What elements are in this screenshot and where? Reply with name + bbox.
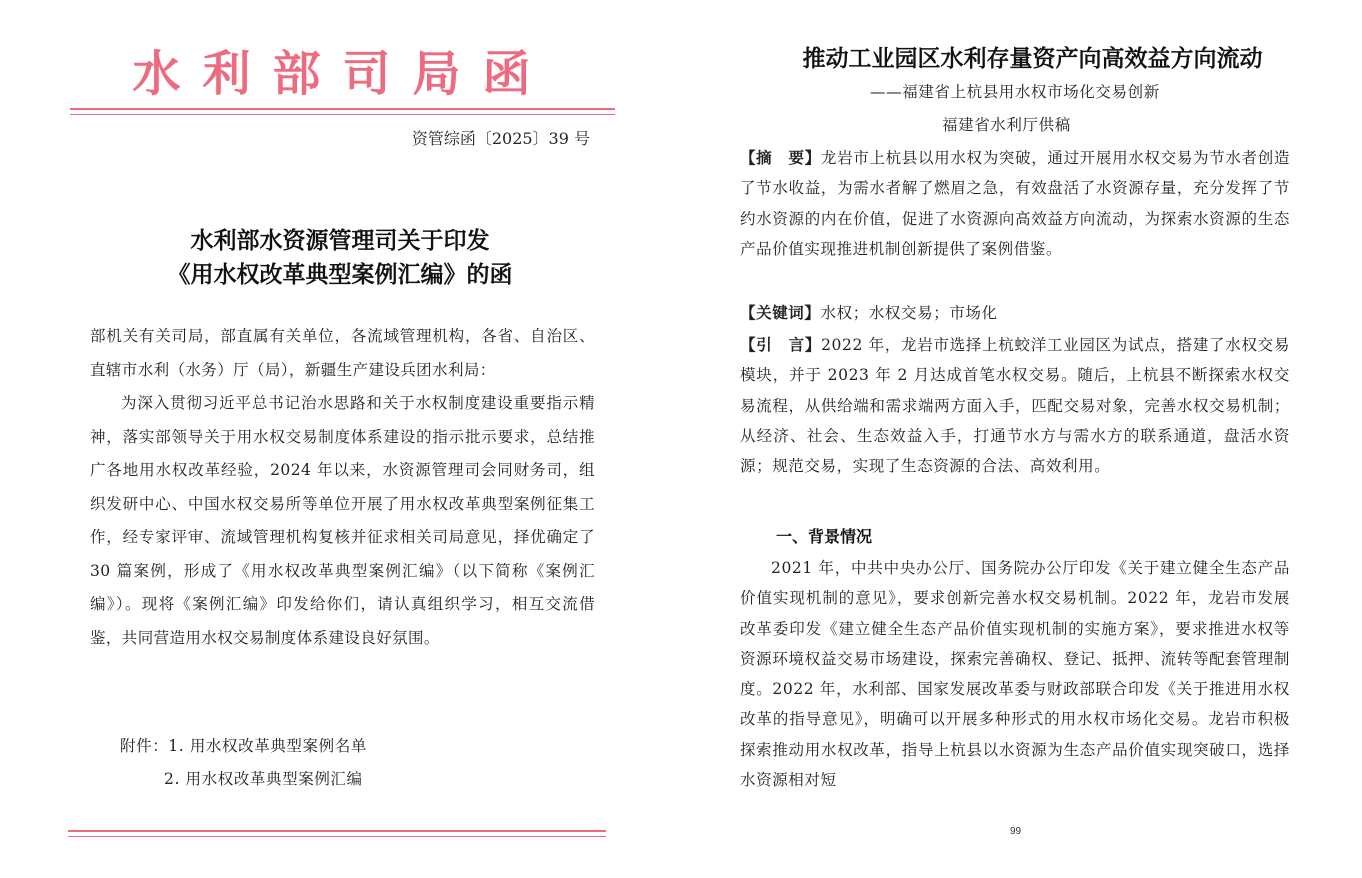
- abstract: [740, 143, 1290, 264]
- right-page: [680, 0, 1362, 878]
- footer-rule-top: [68, 830, 606, 832]
- article-subtitle: ——福建省上杭县用水权市场化交易创新: [870, 83, 1160, 101]
- section-body: 2021 年，中共中央办公厅、国务院办公厅印发《关于建立健全生态产品价值实现机制的意见》，要求创新完善水权交易机制。2022 年，龙岩市发展改革委印发《建立健全生态产品价值实现机制的实施方案》，要求推进水权等资源环境权益交易市场建设，探索完善确权、登记、抵押、流转等配套管理制度。2022 年，水利部、国家发展改革委与财政部联合印发《关于推进用水权改革的指导意见》，明确可以开展多种形式的用水权市场化交易。龙岩市积极探索推动用水权改革，指导上杭县以水资源为生态产品价值实现突破口，选择水资源相对短: [740, 559, 1290, 790]
- article-author: 福建省水利厅供稿: [942, 116, 1071, 134]
- masthead-rule-bottom: [70, 114, 615, 115]
- footer-rule-bottom: [68, 836, 606, 837]
- keywords: [740, 298, 1290, 328]
- intro-label: 【引 言】: [740, 336, 822, 354]
- page-number: 99: [1010, 826, 1022, 837]
- masthead: 水利部司局函: [132, 46, 553, 102]
- section-heading: 一、背景情况: [776, 527, 873, 546]
- intro-text: 2022 年，龙岩市选择上杭蛟洋工业园区为试点，搭建了水权交易模块，并于 2023 年 2 月达成首笔水权交易。随后，上杭县不断探索水权交易流程，从供给端和需求端两方面入手，匹配交易对象，完善水权交易机制；从经济、社会、生态效益入手，打通节水方与需水方的联系通道，盘活水资源；规范交易，实现了生态资源的合法、高效利用。: [740, 336, 1290, 476]
- doc-title-line1: 水利部水资源管理司关于印发: [190, 227, 490, 254]
- doc-number: 资管综函〔2025〕39 号: [411, 129, 590, 148]
- keywords-text: 水权；水权交易；市场化: [820, 304, 998, 322]
- masthead-rule-top: [70, 108, 615, 110]
- introduction: [740, 330, 1290, 481]
- left-page: [0, 0, 680, 878]
- article-title: 推动工业园区水利存量资产向高效益方向流动: [802, 45, 1263, 72]
- attachment-2: 2. 用水权改革典型案例汇编: [164, 770, 363, 788]
- letter-body: 为深入贯彻习近平总书记治水思路和关于水权制度建设重要指示精神，落实部领导关于用水权交易制度体系建设的指示批示要求，总结推广各地用水权改革经验，2024 年以来，水资源管理司会同财务司，组织发研中心、中国水权交易所等单位开展了用水权改革典型案例征集工作，经专家评审、流域管理机构复核并征求相关司局意见，择优确定了 30 篇案例，形成了《用水权改革典型案例汇编》（以下简称《案例汇编》）。现将《案例汇编》印发给你们，请认真组织学习，相互交流借鉴，共同营造用水权交易制度体系建设良好氛围。: [90, 394, 595, 647]
- abstract-text: 龙岩市上杭县以用水权为突破，通过开展用水权交易为节水者创造了节水收益，为需水者解了燃眉之急，有效盘活了水资源存量，充分发挥了节约水资源的内在价值，促进了水资源向高效益方向流动，为探索水资源的生态产品价值实现推进机制创新提供了案例借鉴。: [740, 149, 1290, 258]
- keywords-label: 【关键词】: [740, 304, 821, 322]
- attachment-1: 附件：1. 用水权改革典型案例名单: [120, 737, 367, 755]
- doc-title-line2: 《用水权改革典型案例汇编》的函: [167, 261, 513, 288]
- addressee: 部机关有关司局，部直属有关单位，各流域管理机构，各省、自治区、直辖市水利（水务）厅（局），新疆生产建设兵团水利局：: [90, 327, 595, 379]
- abstract-label: 【摘 要】: [740, 149, 821, 167]
